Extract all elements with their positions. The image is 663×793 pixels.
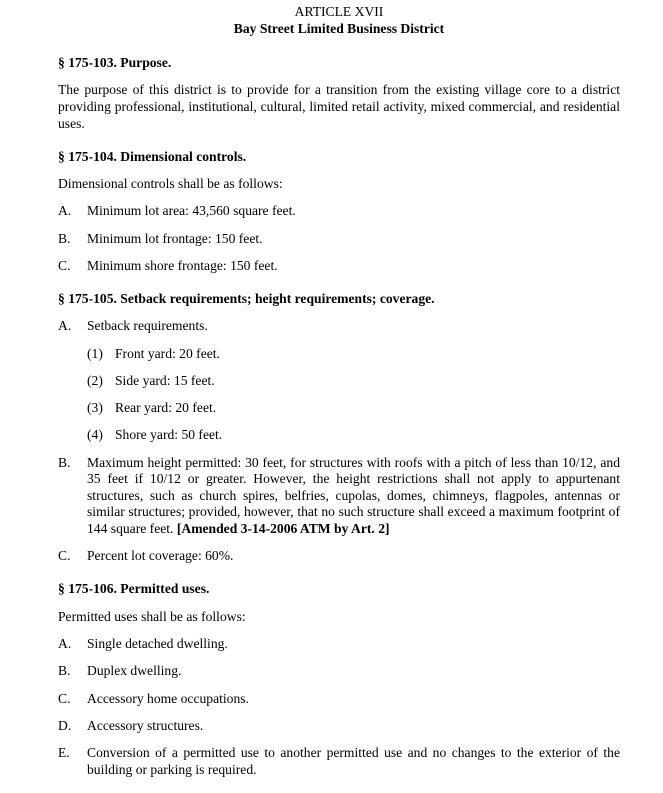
item-marker: B. bbox=[58, 663, 71, 679]
section-103-title: § 175-103. Purpose. bbox=[58, 55, 172, 71]
item-text: Minimum shore frontage: 150 feet. bbox=[87, 257, 278, 273]
subitem-marker: (2) bbox=[87, 372, 103, 388]
section-105-subitem-2 bbox=[87, 373, 620, 390]
amendment-note: [Amended 3-14-2006 ATM by Art. 2] bbox=[176, 521, 390, 537]
section-105-item-b bbox=[58, 455, 620, 538]
item-marker: A. bbox=[58, 635, 72, 651]
item-text: Single detached dwelling. bbox=[87, 635, 228, 651]
section-106-item-c bbox=[58, 691, 620, 708]
section-106-title: § 175-106. Permitted uses. bbox=[58, 581, 210, 597]
section-104-intro: Dimensional controls shall be as follows: bbox=[58, 176, 283, 192]
subitem-marker: (1) bbox=[87, 345, 103, 361]
section-103-text: The purpose of this district is to provide for a transition from the existing village core to a district providing professional, institutional, cultural, limited retail activity, mixed commercial, and residential uses. bbox=[58, 82, 620, 131]
subitem-text: Shore yard: 50 feet. bbox=[115, 427, 223, 443]
item-marker: C. bbox=[58, 548, 71, 564]
section-105-subitem-4 bbox=[87, 427, 620, 444]
item-marker: E. bbox=[58, 745, 70, 761]
subitem-text: Side yard: 15 feet. bbox=[115, 372, 215, 388]
subitem-text: Front yard: 20 feet. bbox=[115, 345, 220, 361]
item-text: Percent lot coverage: 60%. bbox=[87, 548, 234, 564]
item-marker: B. bbox=[58, 454, 71, 470]
section-104-item-c bbox=[58, 258, 620, 275]
item-text bbox=[87, 455, 620, 538]
section-106-item-a bbox=[58, 636, 620, 653]
section-104-item-a bbox=[58, 203, 620, 220]
item-marker: C. bbox=[58, 257, 71, 273]
article-number: ARTICLE XVII bbox=[294, 4, 384, 19]
item-marker: D. bbox=[58, 717, 72, 733]
item-b-body: Maximum height permitted: 30 feet, for structures with roofs with a pitch of less than 10/12, and 35 feet if 10/12 or greater. However, the height restrictions shall not apply to appurtenant structures, such as church spires, belfries, cupolas, domes, chimneys, flagpoles, antennas or similar structures; provided, however, that no such structure shall exceed a maximum footprint of 144 square feet. bbox=[87, 454, 620, 537]
section-105-title: § 175-105. Setback requirements; height requirements; coverage. bbox=[58, 290, 435, 306]
section-106-item-d bbox=[58, 718, 620, 735]
item-text: Minimum lot area: 43,560 square feet. bbox=[87, 203, 296, 219]
section-105-subitem-1 bbox=[87, 346, 620, 363]
article-title: Bay Street Limited Business District bbox=[233, 20, 445, 36]
article-header bbox=[58, 4, 620, 37]
item-text: Minimum lot frontage: 150 feet. bbox=[87, 230, 263, 246]
section-105-item-a bbox=[58, 318, 620, 335]
item-text: Conversion of a permitted use to another permitted use and no changes to the exterior of the building or parking is required. bbox=[87, 745, 620, 777]
item-text: Accessory structures. bbox=[87, 717, 204, 733]
section-104-title: § 175-104. Dimensional controls. bbox=[58, 148, 247, 164]
subitem-marker: (3) bbox=[87, 400, 103, 416]
subitem-marker: (4) bbox=[87, 427, 103, 443]
section-106-intro: Permitted uses shall be as follows: bbox=[58, 608, 246, 624]
item-marker: B. bbox=[58, 230, 71, 246]
document-page bbox=[58, 4, 620, 778]
item-text: Setback requirements. bbox=[87, 318, 208, 334]
section-104-item-b bbox=[58, 231, 620, 248]
item-text: Duplex dwelling. bbox=[87, 663, 182, 679]
item-marker: A. bbox=[58, 203, 72, 219]
item-marker: A. bbox=[58, 318, 72, 334]
section-106-item-e bbox=[58, 745, 620, 778]
section-106-item-b bbox=[58, 663, 620, 680]
section-105-subitem-3 bbox=[87, 400, 620, 417]
subitem-text: Rear yard: 20 feet. bbox=[115, 400, 217, 416]
item-marker: C. bbox=[58, 690, 71, 706]
section-105-item-c bbox=[58, 548, 620, 565]
item-text: Accessory home occupations. bbox=[87, 690, 249, 706]
